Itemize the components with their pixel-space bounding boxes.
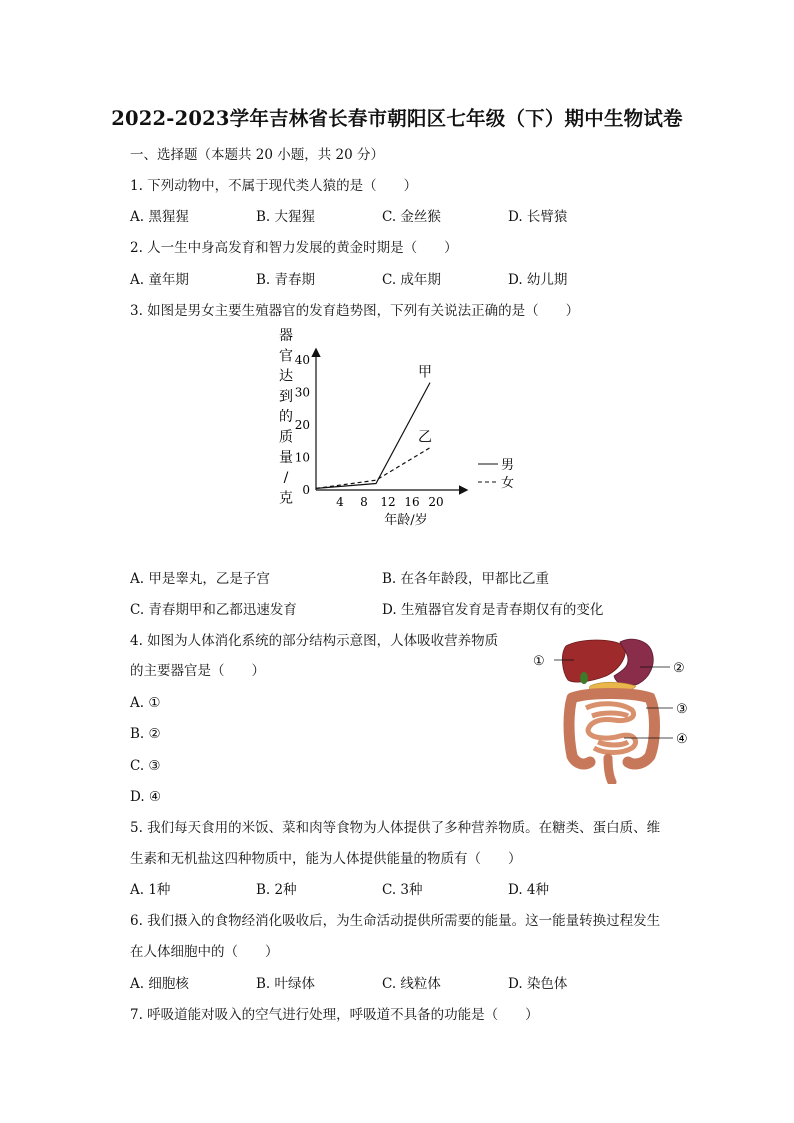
x-tick-label: 16 (404, 495, 420, 509)
rectum-illustration (608, 758, 612, 782)
y-tick-label: 20 (294, 417, 310, 432)
page-title: 2022-2023学年吉林省长春市朝阳区七年级（下）期中生物试卷 (111, 107, 683, 130)
y-tick-label: 0 (302, 483, 310, 497)
q1-option-d: D. 长臂猿 (508, 209, 568, 225)
y-axis-label-char: 到 (279, 388, 293, 405)
q3-option-c: C. 青春期甲和乙都迅速发育 (130, 602, 297, 618)
q6-option-b: B. 叶绿体 (256, 976, 316, 992)
label-2: ② (673, 661, 685, 676)
question-3-stem: 3. 如图是男女主要生殖器官的发育趋势图，下列有关说法正确的是（ ） (130, 303, 580, 319)
x-axis-label: 年龄/岁 (384, 513, 428, 528)
series-line-乙 (316, 448, 430, 489)
organ-development-chart (270, 322, 530, 532)
y-tick-label: 10 (294, 450, 310, 465)
q1-option-b: B. 大猩猩 (256, 209, 316, 225)
q2-option-a: A. 童年期 (130, 272, 189, 288)
question-6-stem-line2: 在人体细胞中的（ ） (130, 944, 279, 960)
q4-option-a: A. ① (130, 695, 161, 711)
question-5-stem-line1: 5. 我们每天食用的米饭、菜和肉等食物为人体提供了多种营养物质。在糖类、蛋白质、维 (130, 820, 661, 836)
question-2-stem: 2. 人一生中身高发育和智力发展的黄金时期是（ ） (130, 240, 458, 256)
q2-option-c: C. 成年期 (382, 272, 441, 288)
series-label-甲: 甲 (418, 364, 432, 381)
legend-label-female: 女 (501, 476, 515, 491)
y-axis-label-char: 达 (279, 368, 293, 385)
q3-option-a: A. 甲是睾丸，乙是子宫 (130, 571, 270, 587)
label-4: ④ (676, 732, 688, 747)
digestive-system-figure (528, 632, 698, 784)
y-tick-label: 30 (294, 385, 310, 400)
question-6-stem-line1: 6. 我们摄入的食物经消化吸收后，为生命活动提供所需要的能量。这一能量转换过程发生 (130, 913, 661, 929)
x-tick-label: 20 (428, 495, 444, 509)
y-axis-label (279, 328, 293, 506)
question-4-stem-line1: 4. 如图为人体消化系统的部分结构示意图，人体吸收营养物质 (130, 633, 499, 649)
y-tick-label: 40 (294, 352, 310, 367)
x-tick-label: 12 (380, 495, 396, 509)
y-axis-label-char: 官 (279, 348, 293, 365)
q5-option-a: A. 1种 (130, 882, 171, 898)
x-tick-label: 4 (336, 495, 344, 509)
q6-option-a: A. 细胞核 (130, 976, 189, 992)
chart-legend (478, 458, 514, 491)
question-1-stem: 1. 下列动物中，不属于现代类人猿的是（ ） (130, 178, 418, 194)
y-axis-label-char: 克 (279, 490, 293, 507)
q1-option-a: A. 黑猩猩 (130, 209, 189, 225)
x-tick-label: 8 (360, 495, 368, 509)
q6-option-d: D. 染色体 (508, 976, 568, 992)
small-intestine-illustration (586, 704, 636, 753)
q5-option-b: B. 2种 (256, 882, 297, 898)
y-axis-label-char: 质 (279, 429, 293, 446)
y-axis-label-char: 量 (279, 449, 293, 466)
q3-option-b: B. 在各年龄段，甲都比乙重 (382, 571, 550, 587)
q5-option-d: D. 4种 (508, 882, 550, 898)
section-heading: 一、选择题（本题共 20 小题，共 20 分） (130, 147, 385, 163)
series-line-甲 (316, 383, 430, 489)
legend-label-male: 男 (501, 458, 515, 473)
question-4-stem-line2: 的主要器官是（ ） (130, 663, 265, 679)
series-label-乙: 乙 (418, 429, 432, 446)
y-axis-label-char: / (283, 470, 289, 487)
label-1: ① (533, 654, 545, 669)
question-5-stem-line2: 生素和无机盐这四种物质中，能为人体提供能量的物质有（ ） (130, 851, 522, 867)
q4-option-b: B. ② (130, 726, 161, 742)
q2-option-d: D. 幼儿期 (508, 272, 568, 288)
q4-option-d: D. ④ (130, 789, 162, 805)
y-axis-label-char: 器 (279, 328, 293, 344)
question-7-stem: 7. 呼吸道能对吸入的空气进行处理，呼吸道不具备的功能是（ ） (130, 1007, 539, 1023)
gallbladder-illustration (580, 672, 588, 684)
y-axis-label-char: 的 (279, 409, 293, 426)
q5-option-c: C. 3种 (382, 882, 423, 898)
q1-option-c: C. 金丝猴 (382, 209, 441, 225)
label-3: ③ (676, 702, 688, 717)
q2-option-b: B. 青春期 (256, 272, 316, 288)
q3-option-d: D. 生殖器官发育是青春期仅有的变化 (382, 602, 604, 618)
q6-option-c: C. 线粒体 (382, 976, 441, 992)
q4-option-c: C. ③ (130, 758, 161, 774)
